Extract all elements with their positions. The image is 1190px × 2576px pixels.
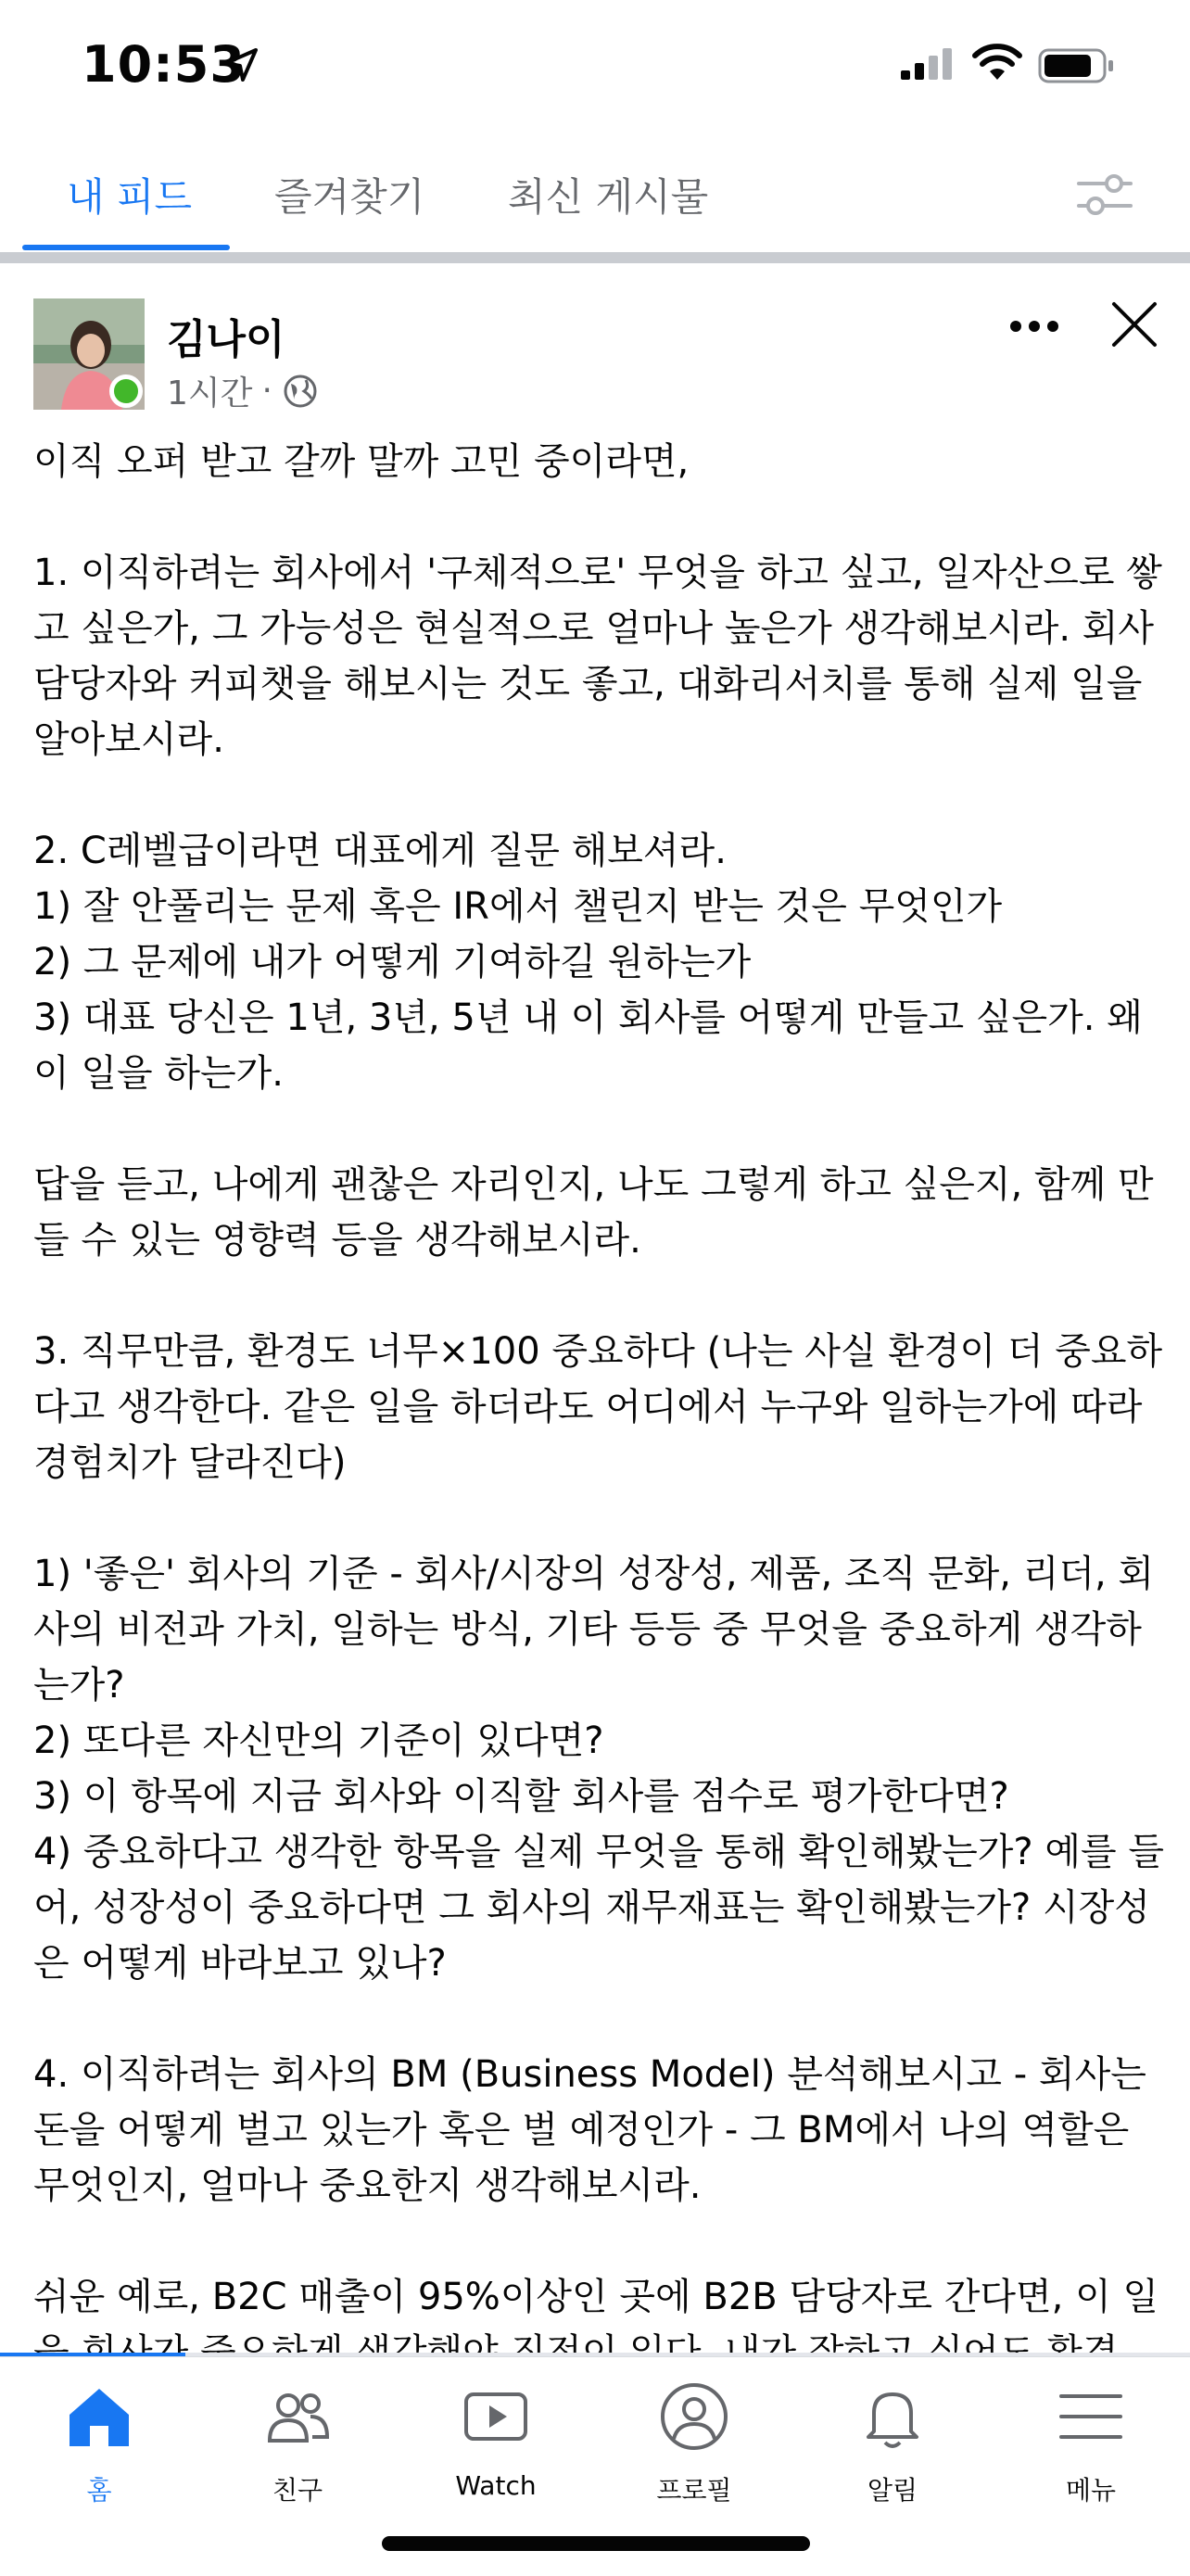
post-body	[33, 434, 1164, 2336]
post-author-name[interactable]: 김나이	[167, 316, 285, 363]
post-paragraph: 2) 또다른 자신만의 기준이 있다면?	[33, 1719, 604, 1762]
nav-friends[interactable]	[198, 2357, 397, 2524]
nav-watch[interactable]	[397, 2357, 595, 2524]
online-status-dot	[109, 374, 143, 408]
wifi-icon	[971, 43, 1023, 82]
status-time: 10:53	[82, 35, 246, 94]
home-indicator	[382, 2536, 810, 2551]
paragraph-spacer	[33, 768, 1164, 823]
paragraph-spacer	[33, 489, 1164, 545]
post-paragraph: 1) '좋은' 회사의 기준 - 회사/시장의 성장성, 제품, 조직 문화, 리더, 회사의 비전과 가치, 일하는 방식, 기타 등등 중 무엇을 중요하게 생각하는가?	[33, 1553, 1155, 1707]
paragraph-spacer	[33, 2214, 1164, 2269]
post-paragraph: 3) 이 항목에 지금 회사와 이직할 회사를 점수로 평가한다면?	[33, 1775, 1009, 1818]
post-paragraph: 3) 대표 당신은 1년, 3년, 5년 내 이 회사를 어떻게 만들고 싶은가. 왜 이 일을 하는가.	[33, 996, 1155, 1095]
tab-my-feed[interactable]: 내 피드	[67, 174, 193, 220]
globe-icon	[282, 373, 319, 410]
post-paragraph: 4) 중요하다고 생각한 항목을 실제 무엇을 통해 확인해봤는가? 예를 들어, 성장성이 중요하다면 그 회사의 재무재표는 확인해봤는가? 시장성은 어떻게 바라보고 있나?	[33, 1831, 1164, 1985]
post-paragraph: 쉬운 예로, B2C 매출이 95%이상인 곳에 B2B 담당자로 간다면, 이 일	[33, 2276, 1159, 2318]
nav-watch-label: Watch	[455, 2470, 537, 2501]
paragraph-spacer	[33, 1101, 1164, 1157]
friends-icon	[260, 2379, 335, 2454]
paragraph-spacer	[33, 1268, 1164, 1324]
home-icon	[62, 2379, 136, 2454]
paragraph-spacer	[33, 1491, 1164, 1546]
meta-separator: ·	[261, 372, 272, 410]
tab-favorites[interactable]: 즐겨찾기	[274, 174, 425, 220]
post-paragraph: 답을 듣고, 나에게 괜찮은 자리인지, 나도 그렇게 하고 싶은지, 함께 만들 수 있는 영향력 등을 생각해보시라.	[33, 1163, 1154, 1262]
battery-icon	[1038, 48, 1116, 83]
cellular-signal-icon	[901, 48, 955, 80]
post-meta	[167, 367, 319, 414]
bell-icon	[855, 2379, 930, 2454]
nav-menu-label: 메뉴	[1065, 2475, 1117, 2506]
nav-notifications[interactable]	[793, 2357, 992, 2524]
post-paragraph: 3. 직무만큼, 환경도 너무×100 중요하다 (나는 사실 환경이 더 중요하다고 생각한다. 같은 일을 하더라도 어디에서 누구와 일하는가에 따라 경험치가 달라진다)	[33, 1330, 1163, 1484]
post-paragraph: 4. 이직하려는 회사의 BM (Business Model) 분석해보시고 - 회사는 돈을 어떻게 벌고 있는가 혹은 벌 예정인가 - 그 BM에서 나의 역할은 무엇인지, 얼마나 중요한지 생각해보시라.	[33, 2053, 1158, 2207]
filter-settings-icon[interactable]	[1075, 167, 1134, 222]
section-divider	[0, 252, 1190, 263]
profile-icon	[657, 2379, 731, 2454]
more-options-icon[interactable]	[1006, 315, 1062, 337]
nav-notifications-label: 알림	[867, 2475, 918, 2506]
nav-profile[interactable]	[595, 2357, 793, 2524]
nav-friends-label: 친구	[272, 2475, 323, 2506]
nav-home-label: 홈	[86, 2475, 112, 2506]
nav-home[interactable]	[0, 2357, 198, 2524]
post-paragraph: 1) 잘 안풀리는 문제 혹은 IR에서 챌린지 받는 것은 무엇인가	[33, 885, 1003, 928]
close-icon[interactable]	[1108, 298, 1160, 350]
post-paragraph: 1. 이직하려는 회사에서 '구체적으로' 무엇을 하고 싶고, 일자산으로 쌓고 싶은가, 그 가능성은 현실적으로 얼마나 높은가 생각해보시라. 회사 담당자와 커피챗을 해보시는 것도 좋고, 대화리서치를 통해 실제 일을 알아보시라.	[33, 552, 1166, 761]
status-bar	[0, 0, 1190, 130]
nav-profile-label: 프로필	[656, 2475, 732, 2506]
post-paragraph: 2) 그 문제에 내가 어떻게 기여하길 원하는가	[33, 941, 752, 983]
watch-icon	[459, 2379, 533, 2454]
menu-icon	[1054, 2379, 1128, 2454]
paragraph-spacer	[33, 1991, 1164, 2047]
location-arrow-icon	[222, 46, 260, 83]
active-tab-indicator	[22, 245, 230, 250]
nav-menu[interactable]	[992, 2357, 1190, 2524]
feed-tabs	[0, 139, 1190, 250]
post-paragraph: 이직 오퍼 받고 갈까 말까 고민 중이라면,	[33, 440, 690, 483]
post-time[interactable]: 1시간	[167, 374, 253, 412]
post-paragraph: 2. C레벨급이라면 대표에게 질문 해보셔라.	[33, 830, 727, 872]
tab-recent-posts[interactable]: 최신 게시물	[508, 174, 709, 220]
